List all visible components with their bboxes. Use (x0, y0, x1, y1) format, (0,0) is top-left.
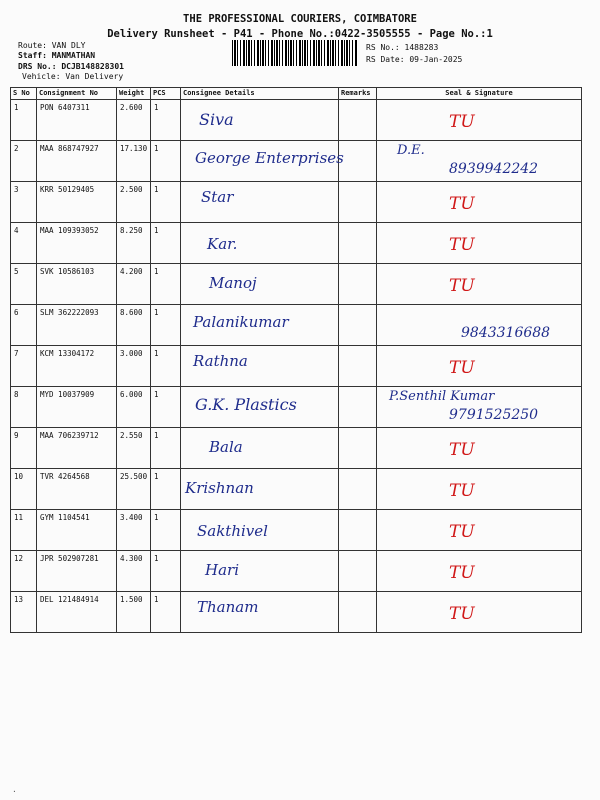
seal-initials: TU (449, 194, 475, 214)
seal-initials: TU (449, 112, 475, 132)
seal-initials: TU (449, 276, 475, 296)
weight-cell: 3.000 (120, 349, 143, 358)
seal-initials: TU (449, 604, 475, 624)
receiver-signature: P.Senthil Kumar (389, 389, 495, 404)
consignee-signature: Sakthivel (197, 522, 268, 540)
rs-date-label: RS Date: (366, 55, 405, 64)
weight-cell: 1.500 (120, 595, 143, 604)
consignment-cell: DEL 121484914 (40, 595, 99, 604)
sno-cell: 1 (14, 103, 19, 112)
remarks-cell (339, 305, 377, 346)
drs-value: DCJB148828301 (61, 62, 124, 71)
route-label: Route: (18, 41, 47, 50)
consignment-cell: SLM 362222093 (40, 308, 99, 317)
seal-initials: TU (449, 563, 475, 583)
consignee-signature: Bala (209, 438, 243, 456)
pcs-cell: 1 (154, 349, 159, 358)
sno-cell: 8 (14, 390, 19, 399)
runsheet-table (10, 87, 582, 633)
staff-label: Staff: (18, 51, 47, 60)
route-line (18, 41, 85, 50)
vehicle-line (22, 72, 123, 81)
weight-cell: 3.400 (120, 513, 143, 522)
remarks-cell (339, 182, 377, 223)
sno-cell: 3 (14, 185, 19, 194)
seal-initials: TU (449, 522, 475, 542)
vehicle-label: Vehicle: (22, 72, 61, 81)
weight-cell: 6.000 (120, 390, 143, 399)
consignment-cell: MAA 109393052 (40, 226, 99, 235)
consignment-cell: SVK 10586103 (40, 267, 95, 276)
remarks-cell (339, 264, 377, 305)
weight-cell: 25.500 (120, 472, 148, 481)
col-header-consignee: Consignee Details (181, 88, 339, 100)
table-row (11, 551, 582, 592)
staff-line (18, 51, 95, 60)
pcs-cell: 1 (154, 390, 159, 399)
barcode-image (232, 40, 358, 66)
table-row (11, 469, 582, 510)
drs-line (18, 62, 124, 71)
pcs-cell: 1 (154, 144, 159, 153)
weight-cell: 2.600 (120, 103, 143, 112)
route-value: VAN DLY (51, 41, 86, 50)
table-row (11, 141, 582, 182)
remarks-cell (339, 141, 377, 182)
col-header-pcs: PCS (151, 88, 181, 100)
weight-cell: 2.500 (120, 185, 143, 194)
col-header-seal: Seal & Signature (377, 88, 582, 100)
remarks-cell (339, 469, 377, 510)
rs-date-value: 09-Jan-2025 (409, 55, 463, 64)
consignment-cell: MAA 868747927 (40, 144, 99, 153)
receiver-signature: D.E. (397, 143, 425, 158)
sno-cell: 7 (14, 349, 19, 358)
consignment-cell: JPR 502907281 (40, 554, 99, 563)
consignee-signature: Kar. (207, 235, 238, 253)
consignment-cell: MAA 706239712 (40, 431, 99, 440)
consignee-signature: Manoj (209, 274, 257, 292)
seal-initials: TU (449, 440, 475, 460)
remarks-cell (339, 223, 377, 264)
remarks-cell (339, 510, 377, 551)
sno-cell: 9 (14, 431, 19, 440)
table-row (11, 387, 582, 428)
sno-cell: 12 (14, 554, 24, 563)
pcs-cell: 1 (154, 554, 159, 563)
footer-mark: . (12, 785, 17, 794)
sno-cell: 5 (14, 267, 19, 276)
consignment-cell: PON 6407311 (40, 103, 90, 112)
table-row (11, 182, 582, 223)
remarks-cell (339, 346, 377, 387)
receiver-phone: 9791525250 (449, 407, 539, 423)
pcs-cell: 1 (154, 308, 159, 317)
pcs-cell: 1 (154, 103, 159, 112)
rs-no-value: 1488283 (404, 43, 439, 52)
weight-cell: 17.130 (120, 144, 148, 153)
remarks-cell (339, 387, 377, 428)
consignee-signature: Siva (199, 110, 234, 129)
table-row (11, 264, 582, 305)
sno-cell: 6 (14, 308, 19, 317)
sno-cell: 13 (14, 595, 24, 604)
consignee-signature: Rathna (193, 352, 248, 370)
table-row (11, 305, 582, 346)
col-header-remarks: Remarks (339, 88, 377, 100)
company-title: THE PROFESSIONAL COURIERS, COIMBATORE (183, 13, 417, 25)
remarks-cell (339, 551, 377, 592)
consignment-cell: KCM 13304172 (40, 349, 95, 358)
pcs-cell: 1 (154, 513, 159, 522)
sno-cell: 11 (14, 513, 24, 522)
weight-cell: 4.200 (120, 267, 143, 276)
table-row (11, 510, 582, 551)
consignee-signature: Palanikumar (193, 313, 289, 331)
consignee-signature: Krishnan (185, 479, 254, 497)
receiver-phone: 8939942242 (449, 161, 539, 177)
receiver-phone: 9843316688 (461, 325, 551, 341)
runsheet-subtitle: Delivery Runsheet - P41 - Phone No.:0422-3505555 - Page No.:1 (107, 28, 493, 40)
col-header-consignment: Consignment No (37, 88, 117, 100)
consignment-cell: KRR 50129405 (40, 185, 95, 194)
table-row (11, 428, 582, 469)
seal-initials: TU (449, 481, 475, 501)
consignment-cell: TVR 4264568 (40, 472, 90, 481)
remarks-cell (339, 100, 377, 141)
table-row (11, 100, 582, 141)
consignee-signature: Hari (205, 561, 239, 579)
staff-value: MANMATHAN (51, 51, 96, 60)
table-row (11, 223, 582, 264)
sno-cell: 2 (14, 144, 19, 153)
sno-cell: 4 (14, 226, 19, 235)
weight-cell: 2.550 (120, 431, 143, 440)
drs-label: DRS No.: (18, 62, 57, 71)
consignment-cell: MYD 10037909 (40, 390, 95, 399)
rs-no-label: RS No.: (366, 43, 400, 52)
pcs-cell: 1 (154, 185, 159, 194)
pcs-cell: 1 (154, 267, 159, 276)
remarks-cell (339, 592, 377, 633)
col-header-sno: S No (11, 88, 37, 100)
pcs-cell: 1 (154, 472, 159, 481)
consignee-signature: George Enterprises (195, 149, 344, 167)
vehicle-value: Van Delivery (65, 72, 124, 81)
table-row (11, 592, 582, 633)
consignee-signature: G.K. Plastics (195, 395, 297, 414)
consignment-cell: GYM 1104541 (40, 513, 90, 522)
pcs-cell: 1 (154, 226, 159, 235)
remarks-cell (339, 428, 377, 469)
table-header-row (11, 88, 582, 100)
rs-no-line (366, 43, 438, 52)
weight-cell: 4.300 (120, 554, 143, 563)
col-header-weight: Weight (117, 88, 151, 100)
pcs-cell: 1 (154, 431, 159, 440)
seal-initials: TU (449, 235, 475, 255)
consignee-signature: Thanam (197, 598, 259, 616)
weight-cell: 8.250 (120, 226, 143, 235)
sno-cell: 10 (14, 472, 24, 481)
seal-initials: TU (449, 358, 475, 378)
rs-date-line (366, 55, 462, 64)
weight-cell: 8.600 (120, 308, 143, 317)
table-row (11, 346, 582, 387)
consignee-signature: Star (201, 188, 234, 206)
pcs-cell: 1 (154, 595, 159, 604)
